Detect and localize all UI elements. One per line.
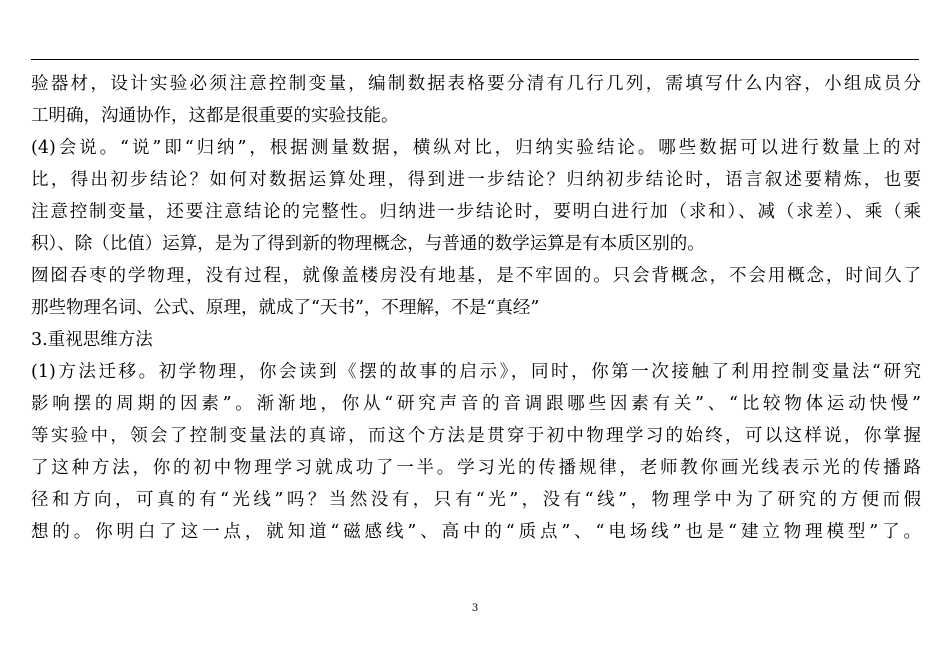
text-line: 注意控制变量，还要注意结论的完整性。归纳进一步结论时，要明白进行加（求和）、减（求差）、乘（乘 (31, 202, 921, 222)
text-line: 了这种方法，你的初中物理学习就成功了一半。学习光的传播规律，老师教你画光线表示光的传播路 (31, 458, 921, 478)
text-line: 想的。你明白了这一点，就知道“磁感线”、高中的“质点”、“电场线”也是“建立物理模型”了。 (31, 522, 921, 542)
text-line: (1)方法迁移。初学物理，你会读到《摆的故事的启示》，同时，你第一次接触了利用控制变量法“研究 (31, 362, 921, 382)
header-rule (31, 59, 919, 60)
text-line: 径和方向，可真的有“光线”吗？当然没有，只有“光”，没有“线”，物理学中为了研究的方便而假 (31, 490, 921, 510)
text-line: 积）、除（比值）运算，是为了得到新的物理概念，与普通的数学运算是有本质区别的。 (31, 234, 705, 254)
text-line: (4)会说。“说”即“归纳”，根据测量数据，横纵对比，归纳实验结论。哪些数据可以进行数量上的对 (31, 138, 921, 158)
text-line: 工明确，沟通协作，这都是很重要的实验技能。 (31, 106, 399, 126)
text-line: 囫囵吞枣的学物理，没有过程，就像盖楼房没有地基，是不牢固的。只会背概念，不会用概念，时间久了 (31, 266, 921, 286)
text-line: 比，得出初步结论？如何对数据运算处理，得到进一步结论？归纳初步结论时，语言叙述要精炼，也要 (31, 170, 921, 190)
body-text (31, 68, 921, 548)
text-line: 那些物理名词、公式、原理，就成了“天书”，不理解，不是“真经” (31, 298, 540, 318)
text-line: 等实验中，领会了控制变量法的真谛，而这个方法是贯穿于初中物理学习的始终，可以这样说，你掌握 (31, 426, 921, 446)
text-line: 验器材，设计实验必须注意控制变量，编制数据表格要分清有几行几列，需填写什么内容，小组成员分 (31, 74, 921, 94)
text-line: 影响摆的周期的因素”。渐渐地，你从“研究声音的音调跟哪些因素有关”、“比较物体运动快慢” (31, 394, 921, 414)
page-number: 3 (471, 603, 479, 614)
section-heading: 3.重视思维方法 (31, 330, 153, 350)
